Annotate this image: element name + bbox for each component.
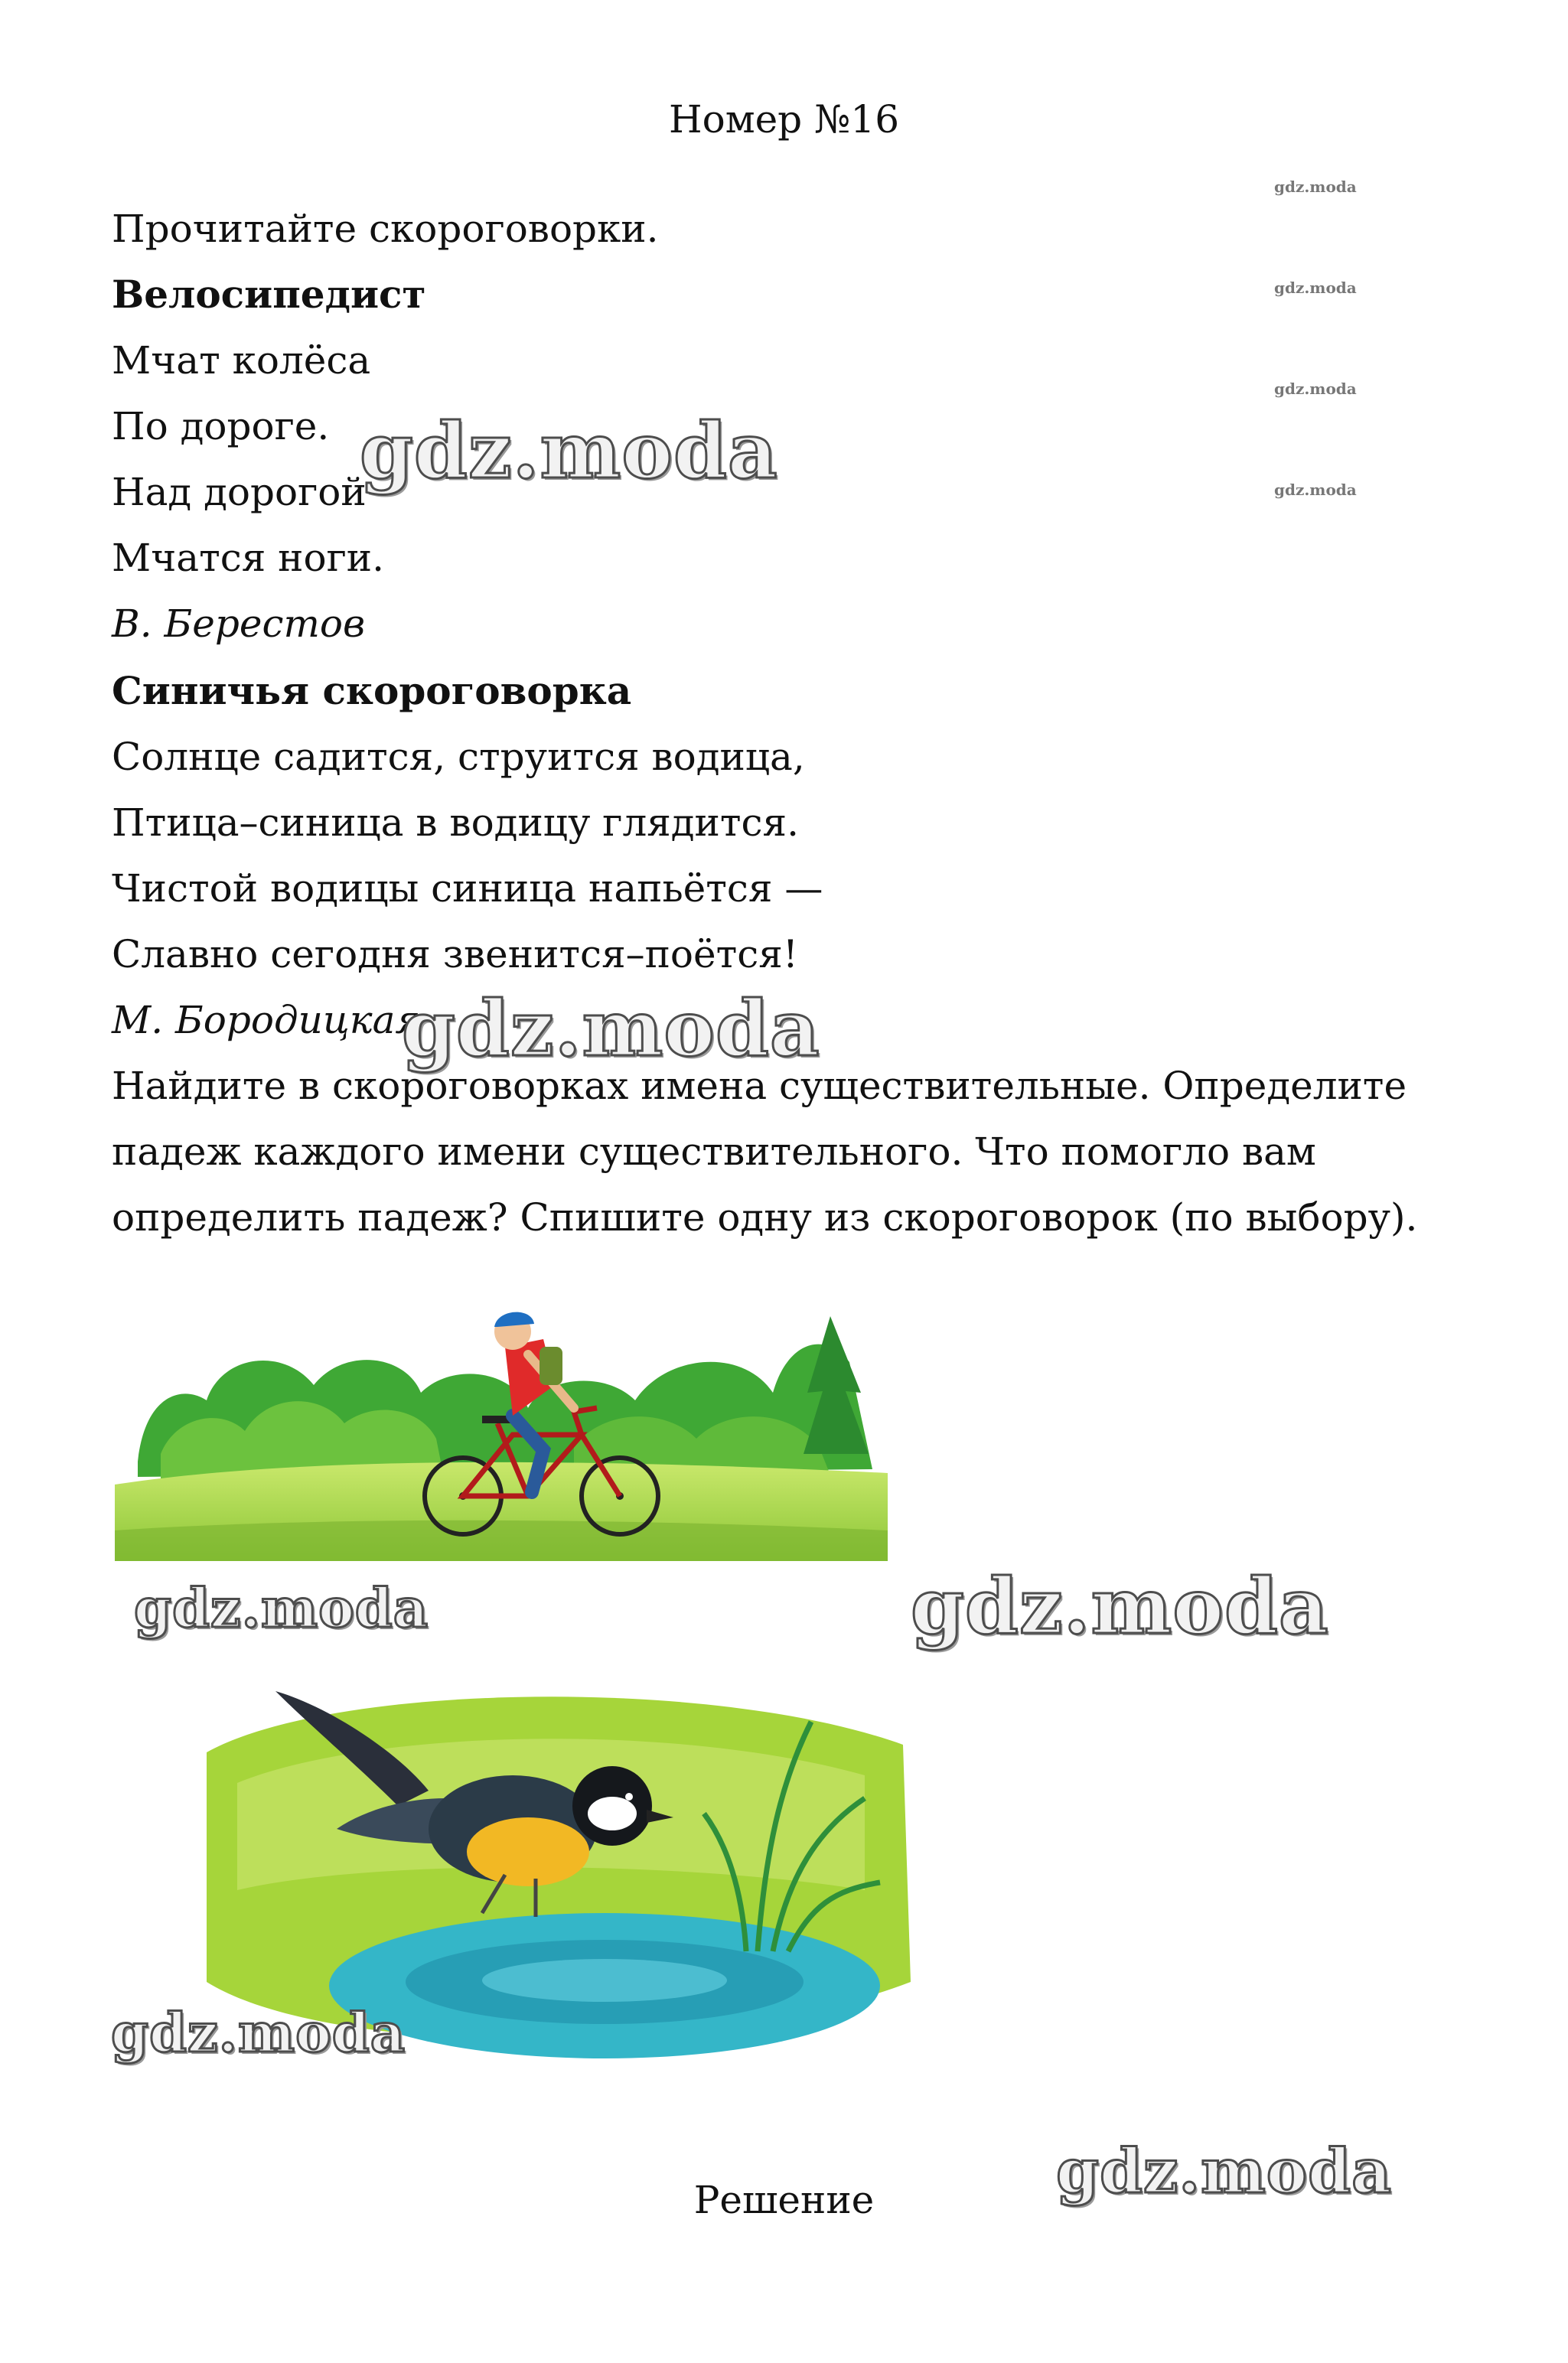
poem1-line: Мчат колёса bbox=[112, 338, 371, 383]
question-line: определить падеж? Спишите одну из скороговорок (по выбору). bbox=[112, 1195, 1418, 1240]
poem2-line: Птица–синица в водицу глядится. bbox=[112, 800, 799, 845]
poem1-line: По дороге. bbox=[112, 404, 330, 448]
poem1-line: Над дорогой bbox=[112, 470, 367, 514]
watermark-big: gdz.moda bbox=[1056, 2135, 1392, 2207]
cyclist-illustration bbox=[115, 1301, 888, 1561]
watermark-big: gdz.moda bbox=[134, 1576, 429, 1640]
question-line: падеж каждого имени существительного. Что помогло вам bbox=[112, 1129, 1316, 1174]
poem2-line: Солнце садится, струится водица, bbox=[112, 735, 805, 779]
task-intro: Прочитайте скороговорки. bbox=[112, 207, 659, 251]
watermark-small: gdz.moda bbox=[1274, 178, 1357, 196]
poem2-author: М. Бородицкая bbox=[112, 998, 421, 1042]
poem2-line: Чистой водицы синица напьётся — bbox=[112, 866, 823, 911]
watermark-small: gdz.moda bbox=[1274, 279, 1357, 297]
watermark-big: gdz.moda bbox=[360, 406, 778, 496]
question-line: Найдите в скороговорках имена существительные. Определите bbox=[112, 1064, 1407, 1108]
poem1-title: Велосипедист bbox=[112, 272, 426, 317]
poem2-title: Синичья скороговорка bbox=[112, 668, 632, 713]
solution-label: Решение bbox=[693, 2178, 875, 2222]
watermark-big: gdz.moda bbox=[402, 983, 820, 1074]
page-title: Номер №16 bbox=[668, 97, 900, 142]
watermark-small: gdz.moda bbox=[1274, 481, 1357, 499]
watermark-big: gdz.moda bbox=[911, 1561, 1329, 1651]
poem2-line: Славно сегодня звенится–поётся! bbox=[112, 932, 798, 976]
watermark-big: gdz.moda bbox=[111, 2001, 406, 2065]
watermark-small: gdz.moda bbox=[1274, 380, 1357, 398]
poem1-author: В. Берестов bbox=[112, 601, 366, 646]
poem1-line: Мчатся ноги. bbox=[112, 536, 385, 580]
